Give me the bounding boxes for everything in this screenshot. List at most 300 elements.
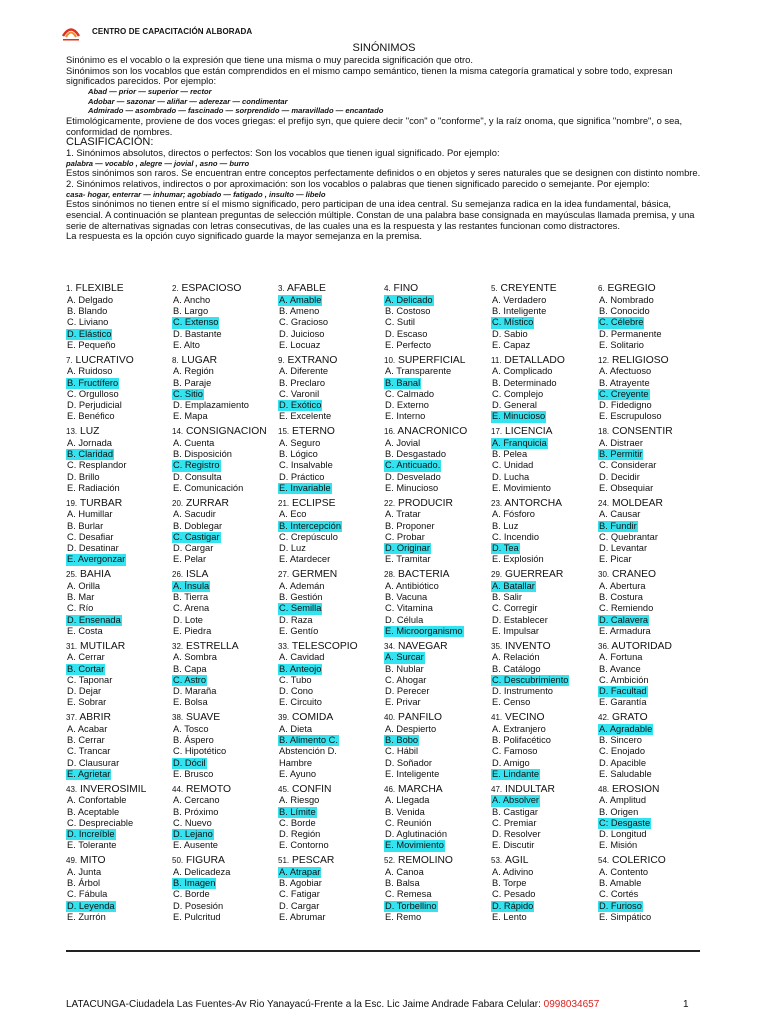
option[interactable] <box>278 411 384 422</box>
option[interactable] <box>384 400 491 411</box>
option[interactable] <box>384 592 491 603</box>
option[interactable] <box>598 829 706 840</box>
option[interactable] <box>384 746 491 757</box>
answer-option[interactable] <box>598 521 706 532</box>
option[interactable] <box>384 329 491 340</box>
premise-word: ANTORCHA <box>504 497 563 509</box>
option[interactable] <box>278 340 384 351</box>
option[interactable] <box>172 366 278 377</box>
option[interactable] <box>172 889 278 900</box>
option[interactable] <box>491 532 598 543</box>
answer-option[interactable] <box>172 389 278 400</box>
option[interactable] <box>598 532 706 543</box>
option[interactable] <box>384 509 491 520</box>
option[interactable] <box>278 626 384 637</box>
option[interactable] <box>66 603 172 614</box>
option[interactable] <box>172 483 278 494</box>
option[interactable] <box>172 603 278 614</box>
option[interactable] <box>384 724 491 735</box>
option[interactable] <box>172 329 278 340</box>
option[interactable] <box>598 912 706 923</box>
option[interactable] <box>66 366 172 377</box>
option[interactable] <box>172 554 278 565</box>
answer-option[interactable] <box>598 818 706 829</box>
premise-word: CONFÍN <box>292 783 332 795</box>
option[interactable] <box>491 329 598 340</box>
option[interactable] <box>384 912 491 923</box>
option[interactable] <box>66 581 172 592</box>
option[interactable] <box>278 449 384 460</box>
option[interactable] <box>491 664 598 675</box>
option[interactable] <box>598 626 706 637</box>
answer-option[interactable] <box>491 901 598 912</box>
option[interactable] <box>66 400 172 411</box>
option[interactable] <box>598 460 706 471</box>
option-label: D. Lejano <box>173 829 213 840</box>
option[interactable] <box>491 306 598 317</box>
option[interactable] <box>598 581 706 592</box>
option[interactable] <box>278 686 384 697</box>
option[interactable] <box>66 912 172 923</box>
premise-word: LUGAR <box>181 354 218 366</box>
option[interactable] <box>598 438 706 449</box>
option-label: A. Riesgo <box>279 795 320 806</box>
option[interactable] <box>384 438 491 449</box>
option[interactable] <box>278 389 384 400</box>
answer-option[interactable] <box>172 829 278 840</box>
option[interactable] <box>278 592 384 603</box>
option[interactable] <box>598 652 706 663</box>
option[interactable] <box>384 697 491 708</box>
option[interactable] <box>172 411 278 422</box>
option[interactable] <box>66 626 172 637</box>
option[interactable] <box>598 735 706 746</box>
answer-option[interactable] <box>66 554 172 565</box>
answer-option[interactable] <box>66 378 172 389</box>
option[interactable] <box>598 472 706 483</box>
option[interactable] <box>278 758 384 769</box>
answer-option[interactable] <box>598 389 706 400</box>
option[interactable] <box>172 769 278 780</box>
question-number: 53. <box>491 856 503 865</box>
option[interactable] <box>66 460 172 471</box>
option[interactable] <box>172 521 278 532</box>
option[interactable] <box>66 807 172 818</box>
option[interactable] <box>384 472 491 483</box>
answer-option[interactable] <box>278 603 384 614</box>
answer-option[interactable] <box>491 438 598 449</box>
option[interactable] <box>598 840 706 851</box>
option[interactable] <box>491 807 598 818</box>
option[interactable] <box>66 758 172 769</box>
option[interactable] <box>278 460 384 471</box>
option[interactable] <box>278 581 384 592</box>
option[interactable] <box>384 878 491 889</box>
option[interactable] <box>384 615 491 626</box>
option[interactable] <box>491 521 598 532</box>
option[interactable] <box>384 581 491 592</box>
option[interactable] <box>491 400 598 411</box>
answer-option[interactable] <box>598 317 706 328</box>
question-premise <box>66 855 172 867</box>
answer-option[interactable] <box>384 378 491 389</box>
answer-option[interactable] <box>66 615 172 626</box>
option[interactable] <box>491 592 598 603</box>
answer-option[interactable] <box>598 724 706 735</box>
option[interactable] <box>278 509 384 520</box>
option[interactable] <box>278 829 384 840</box>
answer-option[interactable] <box>598 901 706 912</box>
answer-option[interactable] <box>384 735 491 746</box>
answer-option[interactable] <box>66 829 172 840</box>
option[interactable] <box>172 735 278 746</box>
option-label: E. Ayuno <box>279 768 317 779</box>
answer-option[interactable] <box>172 317 278 328</box>
option-label: C. Orgulloso <box>67 388 119 399</box>
option[interactable] <box>491 626 598 637</box>
question-number: 34. <box>384 641 396 651</box>
option[interactable] <box>598 758 706 769</box>
answer-option[interactable] <box>172 675 278 686</box>
option[interactable] <box>491 340 598 351</box>
option[interactable] <box>66 818 172 829</box>
option[interactable] <box>598 329 706 340</box>
option[interactable] <box>491 603 598 614</box>
option-label: B. Banal <box>385 377 421 388</box>
answer-option[interactable] <box>491 675 598 686</box>
option[interactable] <box>66 306 172 317</box>
option[interactable] <box>598 795 706 806</box>
option[interactable] <box>172 746 278 757</box>
option[interactable] <box>66 675 172 686</box>
question-premise <box>278 641 384 653</box>
option[interactable] <box>384 317 491 328</box>
question-premise <box>172 569 278 581</box>
answer-option[interactable] <box>66 769 172 780</box>
answer-option[interactable] <box>172 878 278 889</box>
option[interactable] <box>384 818 491 829</box>
option[interactable] <box>384 532 491 543</box>
answer-option[interactable] <box>598 449 706 460</box>
answer-option[interactable] <box>66 901 172 912</box>
option[interactable] <box>172 295 278 306</box>
option[interactable] <box>491 460 598 471</box>
option[interactable] <box>66 483 172 494</box>
option[interactable] <box>598 889 706 900</box>
option-label: B. Largo <box>173 306 209 316</box>
option[interactable] <box>278 378 384 389</box>
answer-option[interactable] <box>491 317 598 328</box>
option[interactable] <box>598 867 706 878</box>
option[interactable] <box>172 807 278 818</box>
option[interactable] <box>172 592 278 603</box>
option[interactable] <box>384 389 491 400</box>
option[interactable] <box>491 378 598 389</box>
option[interactable] <box>598 509 706 520</box>
option[interactable] <box>278 652 384 663</box>
answer-option[interactable] <box>66 329 172 340</box>
option[interactable] <box>66 532 172 543</box>
option[interactable] <box>491 449 598 460</box>
option[interactable] <box>172 912 278 923</box>
option[interactable] <box>598 483 706 494</box>
option[interactable] <box>66 686 172 697</box>
option[interactable] <box>278 878 384 889</box>
option[interactable] <box>598 603 706 614</box>
option[interactable] <box>491 483 598 494</box>
option[interactable] <box>66 878 172 889</box>
answer-option[interactable] <box>172 758 278 769</box>
option[interactable] <box>491 878 598 889</box>
option[interactable] <box>278 366 384 377</box>
option[interactable] <box>598 746 706 757</box>
option[interactable] <box>278 306 384 317</box>
answer-option[interactable] <box>278 807 384 818</box>
option[interactable] <box>66 592 172 603</box>
option[interactable] <box>598 554 706 565</box>
option[interactable] <box>172 615 278 626</box>
option[interactable] <box>491 366 598 377</box>
option[interactable] <box>172 340 278 351</box>
option[interactable] <box>598 411 706 422</box>
option[interactable] <box>598 769 706 780</box>
option[interactable] <box>491 686 598 697</box>
option[interactable] <box>278 889 384 900</box>
option[interactable] <box>172 626 278 637</box>
option[interactable] <box>278 317 384 328</box>
option[interactable] <box>172 818 278 829</box>
option[interactable] <box>598 306 706 317</box>
option[interactable] <box>384 521 491 532</box>
option[interactable] <box>172 840 278 851</box>
option[interactable] <box>598 366 706 377</box>
option[interactable] <box>66 295 172 306</box>
option[interactable] <box>66 840 172 851</box>
premise-word: INVEROSÍMIL <box>80 783 147 795</box>
option[interactable] <box>598 592 706 603</box>
answer-option[interactable] <box>384 626 491 637</box>
option[interactable] <box>384 807 491 818</box>
option[interactable] <box>384 664 491 675</box>
option[interactable] <box>598 378 706 389</box>
option[interactable] <box>491 746 598 757</box>
answer-option[interactable] <box>384 460 491 471</box>
answer-option[interactable] <box>278 400 384 411</box>
answer-option[interactable] <box>172 581 278 592</box>
question-number: 29. <box>491 570 503 579</box>
question-item <box>278 283 384 355</box>
option[interactable] <box>384 769 491 780</box>
option[interactable] <box>278 554 384 565</box>
option[interactable] <box>491 889 598 900</box>
option[interactable] <box>278 675 384 686</box>
option[interactable] <box>491 652 598 663</box>
option-label: A. Complicado <box>492 366 553 377</box>
option[interactable] <box>66 652 172 663</box>
option[interactable] <box>278 532 384 543</box>
option[interactable] <box>491 912 598 923</box>
answer-option[interactable] <box>278 521 384 532</box>
answer-option[interactable] <box>66 449 172 460</box>
option[interactable] <box>172 438 278 449</box>
answer-option[interactable] <box>384 840 491 851</box>
option[interactable] <box>278 438 384 449</box>
option[interactable] <box>598 697 706 708</box>
option[interactable] <box>172 652 278 663</box>
option-label: A. Cavidad <box>279 652 325 663</box>
option[interactable] <box>491 295 598 306</box>
option[interactable] <box>172 867 278 878</box>
option[interactable] <box>66 521 172 532</box>
answer-option[interactable] <box>491 769 598 780</box>
option[interactable] <box>172 472 278 483</box>
option-label: A. Delgado <box>67 294 113 305</box>
option-label: B. Costura <box>599 592 643 602</box>
option[interactable] <box>598 340 706 351</box>
answer-option[interactable] <box>278 867 384 878</box>
option[interactable] <box>384 795 491 806</box>
option[interactable] <box>384 306 491 317</box>
option[interactable] <box>66 411 172 422</box>
option[interactable] <box>172 543 278 554</box>
option[interactable] <box>66 735 172 746</box>
option[interactable] <box>66 746 172 757</box>
option[interactable] <box>66 438 172 449</box>
option-label: E. Minucioso <box>492 411 546 422</box>
option[interactable] <box>491 818 598 829</box>
option[interactable] <box>172 901 278 912</box>
answer-option[interactable] <box>278 664 384 675</box>
option[interactable] <box>491 697 598 708</box>
answer-option[interactable] <box>384 543 491 554</box>
option[interactable] <box>66 889 172 900</box>
option-label: E. Contorno <box>279 840 329 851</box>
option[interactable] <box>384 411 491 422</box>
option[interactable] <box>278 818 384 829</box>
option[interactable] <box>66 472 172 483</box>
option-label: B. Determinado <box>492 377 557 388</box>
option[interactable] <box>172 509 278 520</box>
option[interactable] <box>66 867 172 878</box>
option[interactable] <box>278 769 384 780</box>
option[interactable] <box>66 317 172 328</box>
answer-option[interactable] <box>172 532 278 543</box>
premise-word: LUCRATIVO <box>75 354 134 366</box>
answer-option[interactable] <box>66 664 172 675</box>
option[interactable] <box>172 697 278 708</box>
answer-option[interactable] <box>384 901 491 912</box>
option[interactable] <box>598 543 706 554</box>
option[interactable] <box>278 912 384 923</box>
answer-option[interactable] <box>384 652 491 663</box>
option[interactable] <box>384 366 491 377</box>
option[interactable] <box>491 724 598 735</box>
option[interactable] <box>384 340 491 351</box>
option[interactable] <box>172 795 278 806</box>
option[interactable] <box>172 724 278 735</box>
option[interactable] <box>491 735 598 746</box>
option-label: E. Inteligente <box>385 768 440 779</box>
option[interactable] <box>66 697 172 708</box>
option-label: D. Decidir <box>599 471 640 482</box>
option[interactable] <box>172 378 278 389</box>
option[interactable] <box>384 554 491 565</box>
answer-option[interactable] <box>172 460 278 471</box>
answer-option[interactable] <box>491 411 598 422</box>
option[interactable] <box>278 840 384 851</box>
option[interactable] <box>278 901 384 912</box>
option[interactable] <box>66 340 172 351</box>
option[interactable] <box>278 724 384 735</box>
option[interactable] <box>172 664 278 675</box>
option[interactable] <box>491 472 598 483</box>
option[interactable] <box>491 758 598 769</box>
option[interactable] <box>172 306 278 317</box>
option[interactable] <box>66 509 172 520</box>
option[interactable] <box>278 697 384 708</box>
option[interactable] <box>598 400 706 411</box>
option[interactable] <box>278 746 384 757</box>
option[interactable] <box>66 543 172 554</box>
option[interactable] <box>278 615 384 626</box>
option[interactable] <box>172 449 278 460</box>
option[interactable] <box>491 389 598 400</box>
option[interactable] <box>384 867 491 878</box>
option-label: E. Sobrar <box>67 697 107 708</box>
option[interactable] <box>384 829 491 840</box>
question-item <box>278 498 384 570</box>
answer-option[interactable] <box>278 735 384 746</box>
option[interactable] <box>598 675 706 686</box>
answer-option[interactable] <box>278 483 384 494</box>
option[interactable] <box>384 686 491 697</box>
option[interactable] <box>598 878 706 889</box>
option[interactable] <box>384 449 491 460</box>
option[interactable] <box>491 554 598 565</box>
option[interactable] <box>491 615 598 626</box>
option[interactable] <box>66 389 172 400</box>
option[interactable] <box>598 664 706 675</box>
answer-option[interactable] <box>598 615 706 626</box>
option[interactable] <box>598 295 706 306</box>
option[interactable] <box>384 603 491 614</box>
option[interactable] <box>172 686 278 697</box>
option[interactable] <box>278 543 384 554</box>
answer-option[interactable] <box>491 795 598 806</box>
answer-option[interactable] <box>384 295 491 306</box>
option[interactable] <box>384 758 491 769</box>
option[interactable] <box>491 829 598 840</box>
option[interactable] <box>66 795 172 806</box>
option[interactable] <box>598 807 706 818</box>
option[interactable] <box>172 400 278 411</box>
option[interactable] <box>278 329 384 340</box>
answer-option[interactable] <box>491 543 598 554</box>
option[interactable] <box>384 889 491 900</box>
option[interactable] <box>491 509 598 520</box>
option[interactable] <box>491 840 598 851</box>
option[interactable] <box>278 472 384 483</box>
option[interactable] <box>66 724 172 735</box>
option-label: C. Incendio <box>492 531 540 542</box>
option[interactable] <box>278 795 384 806</box>
option[interactable] <box>384 483 491 494</box>
answer-option[interactable] <box>598 686 706 697</box>
option[interactable] <box>491 867 598 878</box>
option[interactable] <box>384 675 491 686</box>
answer-option[interactable] <box>491 581 598 592</box>
answer-option[interactable] <box>278 295 384 306</box>
